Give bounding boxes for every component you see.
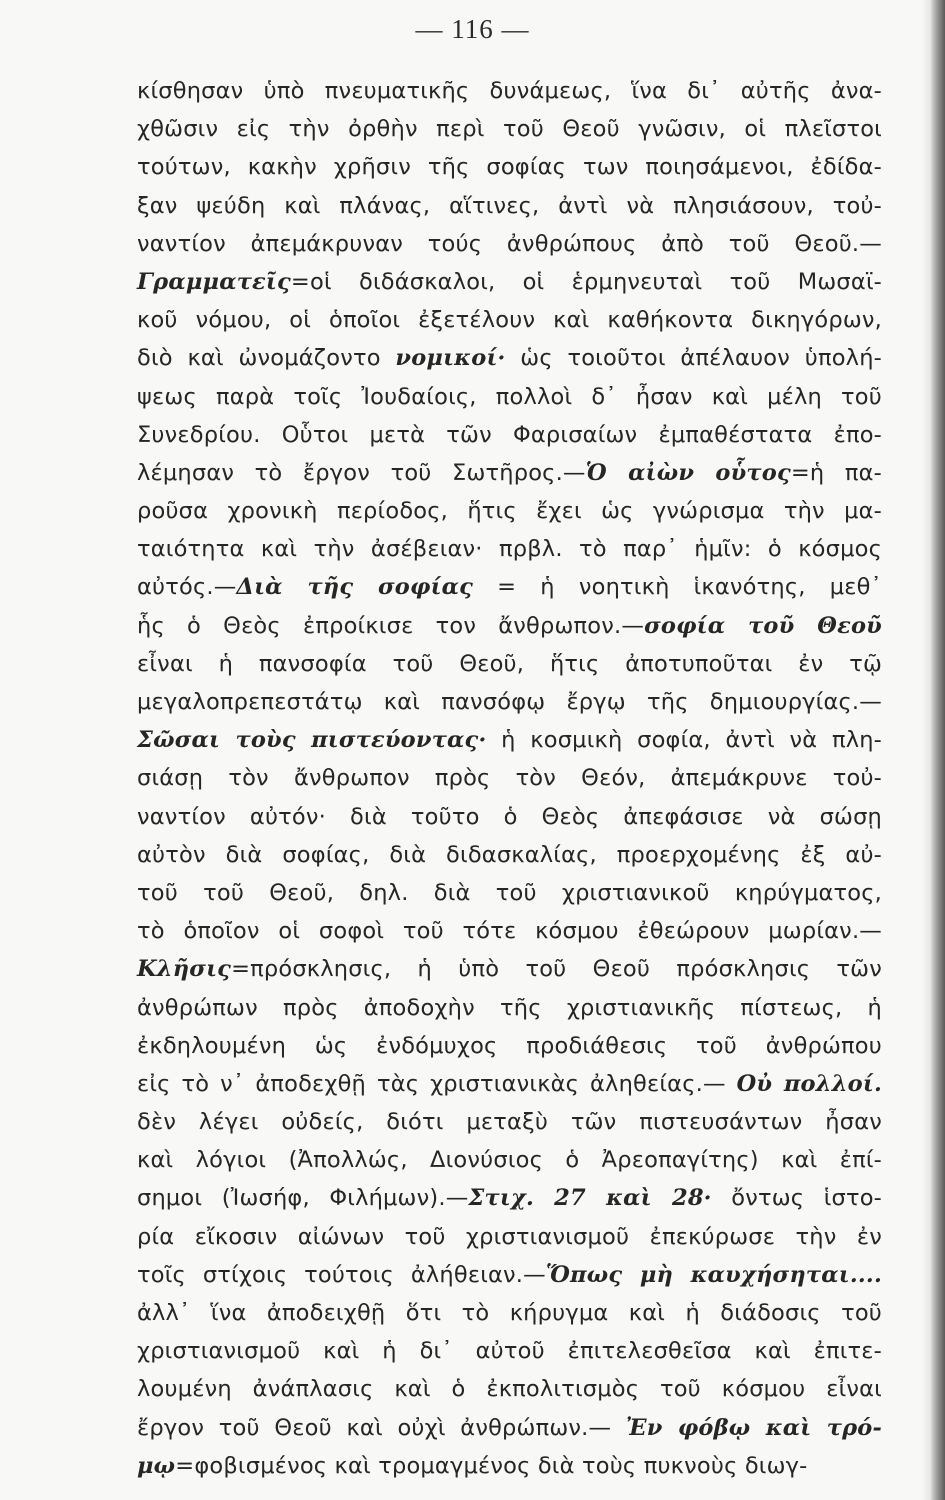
text-line (137, 263, 882, 301)
body-text (137, 72, 882, 1485)
bold-term: Στιχ. 27 καὶ 28· (468, 1185, 712, 1212)
text-line (137, 1294, 882, 1332)
text-line (137, 339, 882, 377)
bold-term: μῳ (137, 1452, 176, 1479)
text-line (137, 1332, 882, 1370)
text-segment: χριστιανισμοῦ καὶ ἡ δι᾽ αὐτοῦ ἐπιτελεσθεῖσα καὶ ἐπιτε- (137, 1338, 882, 1365)
bold-term: Ὅπως μὴ καυχήσηται.... (545, 1261, 882, 1288)
text-segment: δὲν λέγει οὐδείς, διότι μεταξὺ τῶν πιστευσάντων ἦσαν (137, 1109, 882, 1136)
text-line (137, 683, 882, 721)
text-line (137, 301, 882, 339)
text-line (137, 1027, 882, 1065)
page-gutter-shadow (921, 0, 931, 1500)
text-segment: =φοβισμένος καὶ τρομαγμένος διὰ τοὺς πυκνοὺς διωγ- (175, 1452, 808, 1479)
text-line (137, 187, 882, 225)
text-segment: τούτων, κακὴν χρῆσιν τῆς σοφίας των ποιησάμενοι, ἐδίδα- (137, 154, 882, 181)
text-line (137, 1141, 882, 1179)
text-line (137, 72, 882, 110)
bold-term: Κλῆσις (137, 956, 232, 983)
text-line (137, 568, 882, 606)
text-segment: κίσθησαν ὑπὸ πνευματικῆς δυνάμεως, ἵνα δι᾽ αὐτῆς ἀνα- (137, 78, 882, 104)
text-segment: εἶναι ἡ πανσοφία τοῦ Θεοῦ, ἥτις ἀποτυποῦται ἐν τῷ (137, 650, 882, 677)
text-segment: ταιότητα καὶ τὴν ἀσέβειαν· πρβλ. τὸ παρ᾽ ἡμῖν: ὁ κόσμος (137, 536, 882, 563)
bold-term: Διὰ τῆς σοφίας (236, 574, 474, 601)
text-segment: τὸ ὁποῖον οἱ σοφοὶ τοῦ τότε κόσμου ἐθεώρουν μωρίαν.— (137, 918, 882, 945)
text-line (137, 530, 882, 568)
text-segment: ναντίον ἀπεμάκρυναν τούς ἀνθρώπους ἀπὸ τοῦ Θεοῦ.— (137, 230, 882, 257)
text-line (137, 492, 882, 530)
text-segment: ψεως παρὰ τοῖς Ἰουδαίοις, πολλοὶ δ᾽ ἦσαν καὶ μέλη τοῦ (137, 383, 882, 410)
text-line (137, 836, 882, 874)
text-line (137, 1370, 882, 1408)
text-line (137, 416, 882, 454)
text-line (137, 454, 882, 492)
text-line (137, 989, 882, 1027)
text-line (137, 1447, 882, 1485)
text-segment: ρία εἴκοσιν αἰώνων τοῦ χριστιανισμοῦ ἐπεκύρωσε τὴν ἐν (137, 1223, 882, 1250)
text-line (137, 1256, 882, 1294)
text-segment: ἡ κοσμικὴ σοφία, ἀντὶ νὰ πλη- (486, 727, 883, 754)
text-segment: ἀνθρώπων πρὸς ἀποδοχὴν τῆς χριστιανικῆς πίστεως, ἡ (137, 994, 882, 1021)
text-segment: ὄντως ἱστο- (711, 1185, 882, 1212)
text-line (137, 874, 882, 912)
text-segment: ἔργον τοῦ Θεοῦ καὶ οὐχὶ ἀνθρώπων.— (137, 1414, 626, 1441)
text-segment: λουμένη ἀνάπλασις καὶ ὁ ἐκπολιτισμὸς τοῦ κόσμου εἶναι (137, 1376, 882, 1403)
page-edge (931, 0, 945, 1500)
text-segment: τοῖς στίχοις τούτοις ἀλήθειαν.— (137, 1261, 546, 1288)
text-line (137, 1218, 882, 1256)
bold-term: νομικοί· (395, 345, 506, 372)
text-segment: εἰς τὸ ν᾽ ἀποδεχθῇ τὰς χριστιανικὰς ἀληθείας.— (137, 1070, 737, 1097)
text-segment: ροῦσα χρονικὴ περίοδος, ἥτις ἔχει ὡς γνώρισμα τὴν μα- (137, 498, 882, 525)
text-line (137, 607, 882, 645)
text-line (137, 721, 882, 759)
text-segment: =οἱ διδάσκαλοι, οἱ ἑρμηνευταὶ τοῦ Μωσαϊ- (290, 268, 882, 295)
text-line (137, 378, 882, 416)
text-line (137, 1409, 882, 1447)
text-segment: = ἡ νοητικὴ ἱκανότης, μεθ᾽ (473, 574, 882, 601)
text-segment: κοῦ νόμου, οἱ ὁποῖοι ἐξετέλουν καὶ καθήκοντα δικηγόρων, (137, 307, 882, 334)
text-segment: διὸ καὶ ὠνομάζοντο (137, 345, 396, 372)
text-segment: =ἡ πα- (790, 459, 883, 486)
text-segment: σημοι (Ἰωσήφ, Φιλήμων).— (137, 1185, 469, 1212)
text-line (137, 1103, 882, 1141)
text-segment: σιάσῃ τὸν ἄνθρωπον πρὸς τὸν Θεόν, ἀπεμάκρυνε τοὐ- (137, 765, 882, 792)
bold-term: Γραμματεῖς (137, 268, 291, 295)
text-segment: =πρόσκλησις, ἡ ὑπὸ τοῦ Θεοῦ πρόσκλησις τῶν (231, 956, 882, 983)
text-line (137, 1179, 882, 1217)
text-line (137, 1065, 882, 1103)
bold-term: Σῶσαι τοὺς πιστεύοντας· (137, 727, 487, 754)
text-line (137, 225, 882, 263)
text-segment: ἐκδηλουμένη ὡς ἐνδόμυχος προδιάθεσις τοῦ ἀνθρώπου (137, 1032, 882, 1059)
text-segment: χθῶσιν εἰς τὴν ὀρθὴν περὶ τοῦ Θεοῦ γνῶσιν, οἱ πλεῖστοι (137, 116, 882, 143)
text-line (137, 912, 882, 950)
text-line (137, 110, 882, 148)
page-number: — 116 — (415, 14, 530, 44)
text-segment: λέμησαν τὸ ἔργον τοῦ Σωτῆρος.— (137, 459, 586, 486)
text-line (137, 645, 882, 683)
text-segment: Συνεδρίου. Οὗτοι μετὰ τῶν Φαρισαίων ἐμπαθέστατα ἐπο- (137, 421, 882, 448)
text-segment: ἀλλ᾽ ἵνα ἀποδειχθῇ ὅτι τὸ κήρυγμα καὶ ἡ διάδοσις τοῦ (137, 1300, 882, 1326)
text-segment: αὐτὸν διὰ σοφίας, διὰ διδασκαλίας, προερχομένης ἐξ αὐ- (137, 841, 882, 868)
bold-term: Ὁ αἰὼν οὗτος (585, 459, 791, 486)
bold-term: Ἐν φόβῳ καὶ τρό- (625, 1414, 882, 1441)
text-line (137, 148, 882, 186)
text-segment: ναντίον αὐτόν· διὰ τοῦτο ὁ Θεὸς ἀπεφάσισε νὰ σώσῃ (137, 803, 882, 830)
text-line (137, 950, 882, 988)
text-segment: καὶ λόγιοι (Ἀπολλώς, Διονύσιος ὁ Ἀρεοπαγίτης) καὶ ἐπί- (137, 1147, 882, 1174)
text-segment: ξαν ψεύδη καὶ πλάνας, αἵτινες, ἀντὶ νὰ πλησιάσουν, τοὐ- (137, 192, 882, 219)
text-line (137, 759, 882, 797)
bold-term: Οὐ πολλοί. (736, 1070, 882, 1097)
text-segment: ἧς ὁ Θεὸς ἐπροίκισε τον ἄνθρωπον.— (137, 612, 645, 639)
text-segment: αὐτός.— (137, 574, 237, 601)
text-segment: ὡς τοιοῦτοι ἀπέλαυον ὑπολή- (505, 345, 882, 372)
text-segment: τοῦ τοῦ Θεοῦ, δηλ. διὰ τοῦ χριστιανικοῦ κηρύγματος, (137, 879, 882, 906)
text-segment: μεγαλοπρεπεστάτῳ καὶ πανσόφῳ ἔργῳ τῆς δημιουργίας.— (137, 689, 882, 715)
text-line (137, 798, 882, 836)
bold-term: σοφία τοῦ Θεοῦ (644, 612, 882, 639)
